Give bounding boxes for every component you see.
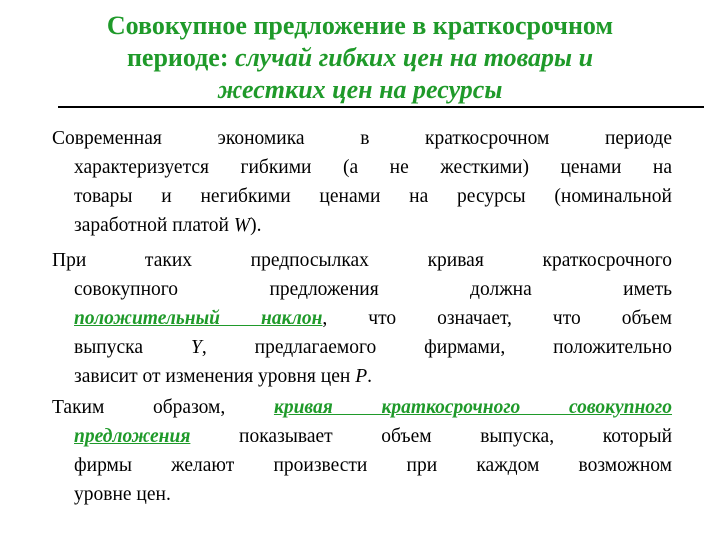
title-line-1: Совокупное предложение в краткосрочном <box>106 11 614 40</box>
sras-curve-highlight-cont: предложения <box>74 426 191 447</box>
paragraph-1-line-1: Современная экономика в краткосрочном периоде <box>52 128 672 149</box>
title-line-2-prefix: периоде: <box>126 43 229 72</box>
title-divider <box>58 106 704 108</box>
output-text: выпуска <box>74 337 143 358</box>
paragraph-2-line-4 <box>52 333 672 362</box>
paragraph-3-line-2-rest: показывает объем выпуска, который <box>239 426 672 447</box>
paragraph-2-line-2: совокупного предложения должна иметь <box>74 279 672 300</box>
wage-text: заработной платой <box>74 215 229 236</box>
title-line-3: жестких цен на ресурсы <box>217 75 503 104</box>
paragraph-3-line-1-start: Таким образом, <box>52 397 226 418</box>
paragraph-2-end: . <box>367 366 372 387</box>
sras-curve-highlight: кривая краткосрочного совокупного <box>273 397 673 418</box>
paragraph-1-end: ). <box>250 215 262 236</box>
paragraph-1-line-2: характеризуется гибкими (а не жесткими) ценами на <box>74 157 672 178</box>
price-variable: P <box>355 366 368 387</box>
paragraph-2-line-5 <box>52 362 672 391</box>
title-line-2-italic: случай гибких цен на товары и <box>235 43 594 72</box>
paragraph-3 <box>52 393 672 509</box>
paragraph-2-line-3 <box>52 304 672 333</box>
title-line-2 <box>20 42 700 74</box>
paragraph-3-line-2 <box>52 422 672 451</box>
paragraph-1 <box>52 124 672 240</box>
output-variable: Y <box>190 337 202 358</box>
slide-title <box>20 10 700 106</box>
paragraph-1-line-4 <box>52 211 672 240</box>
paragraph-2 <box>52 246 672 391</box>
paragraph-3-line-1 <box>52 393 672 422</box>
paragraph-2-line-3-rest: , что означает, что объем <box>322 308 672 329</box>
paragraph-2-line-1: При таких предпосылках кривая краткосрочного <box>52 250 672 271</box>
positive-slope-highlight: положительный наклон <box>74 308 323 329</box>
wage-variable: W <box>233 215 251 236</box>
slide-body <box>52 124 672 509</box>
paragraph-2-line-4-rest: , предлагаемого фирмами, положительно <box>201 337 672 358</box>
paragraph-3-line-4: уровне цен. <box>74 484 171 505</box>
paragraph-3-line-3: фирмы желают произвести при каждом возможном <box>74 455 672 476</box>
paragraph-1-line-3: товары и негибкими ценами на ресурсы (номинальной <box>74 186 672 207</box>
price-level-text: зависит от изменения уровня цен <box>74 366 351 387</box>
